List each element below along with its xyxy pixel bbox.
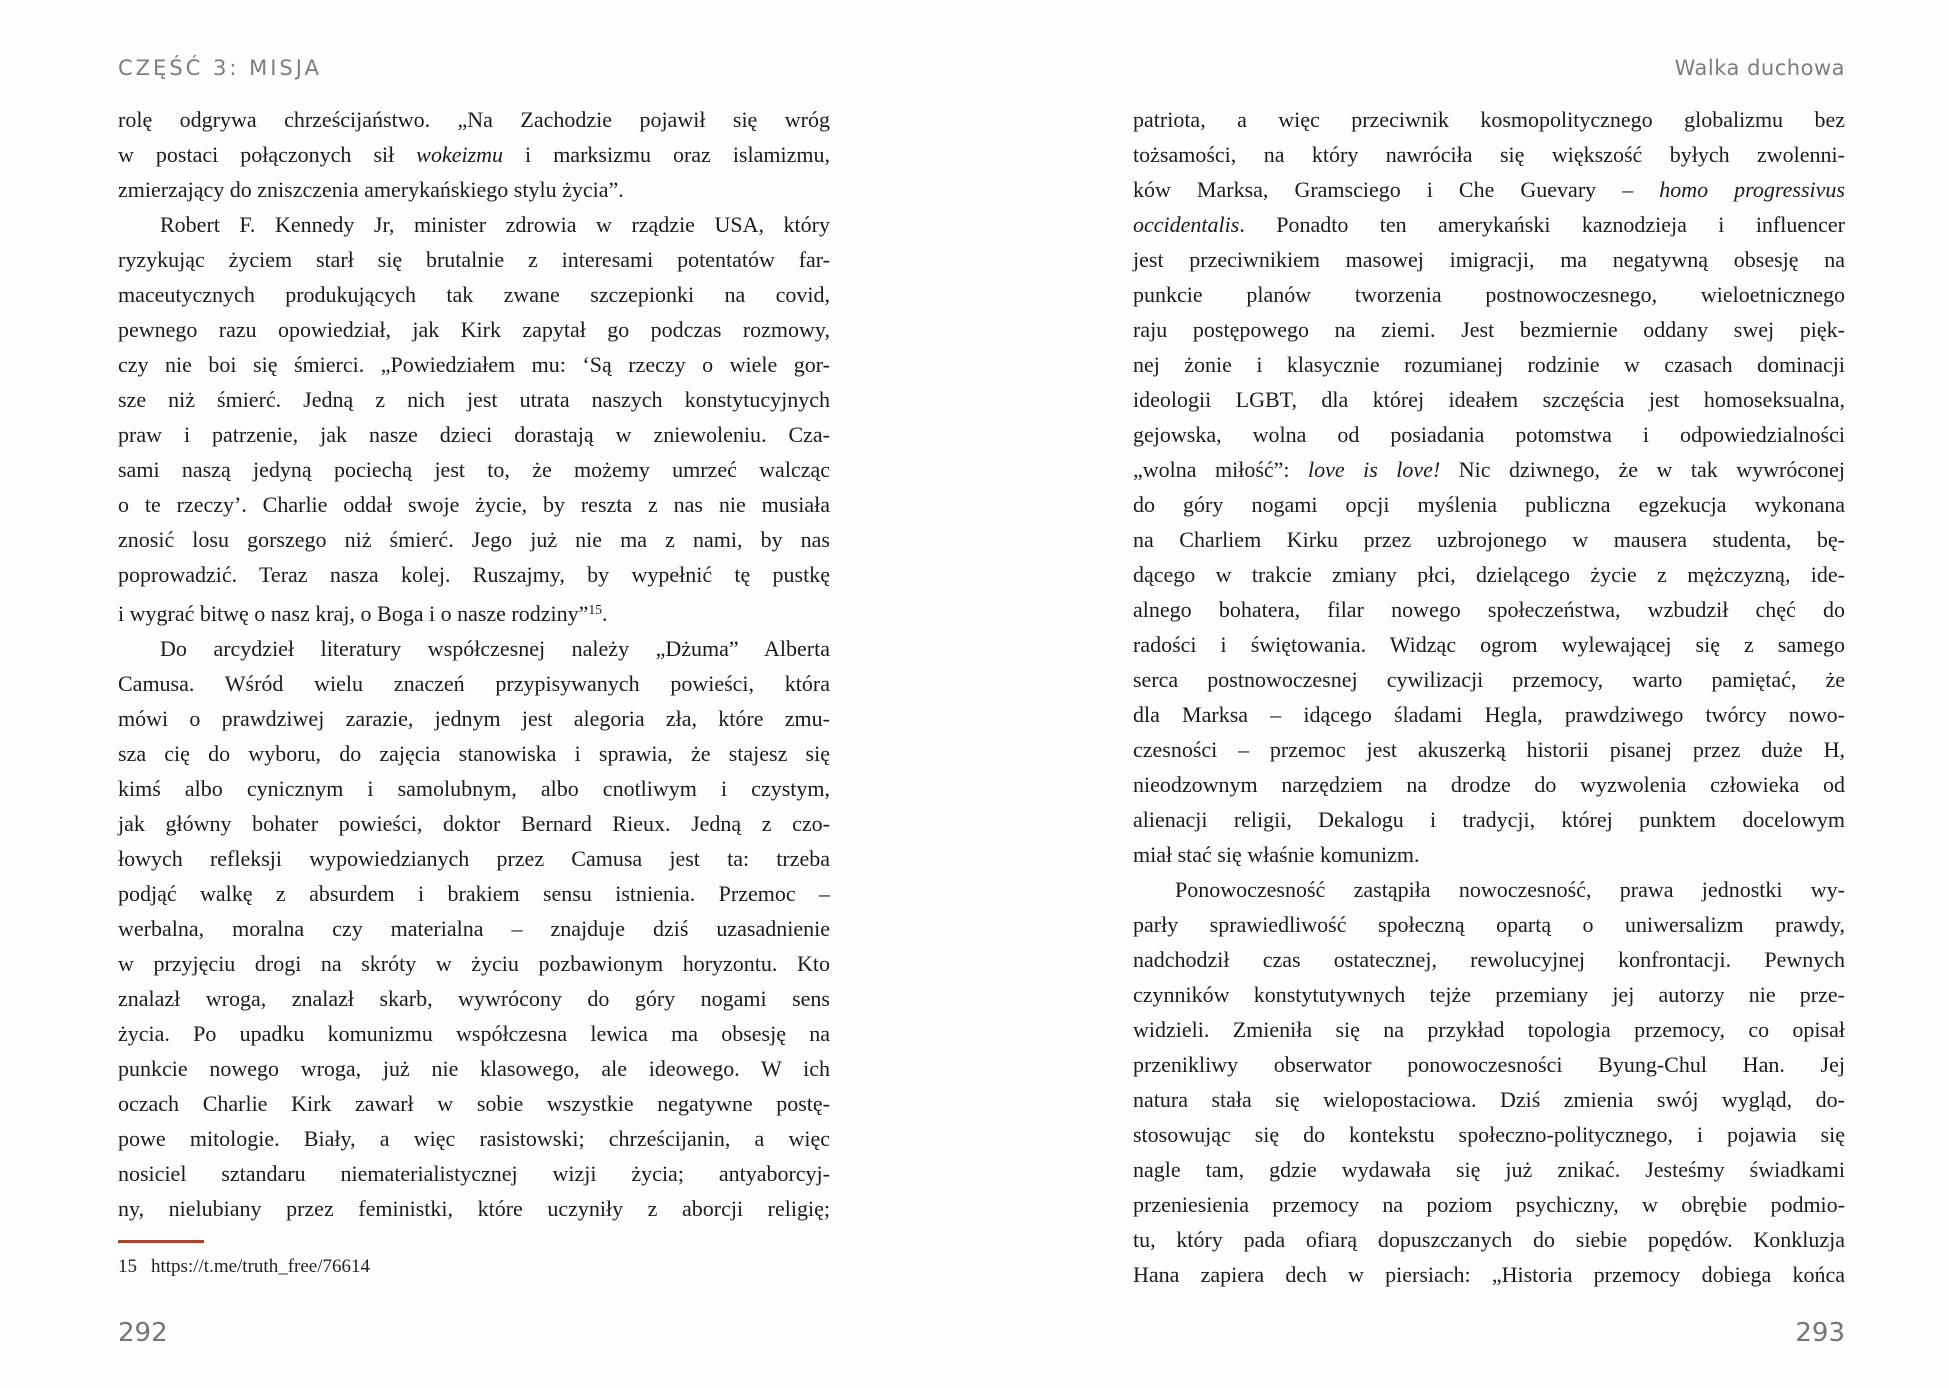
text-line: maceutycznych produkujących tak zwane szczepionki na covid, (118, 282, 830, 307)
text-line: werbalna, moralna czy materialna – znajduje dziś uzasadnienie (118, 915, 830, 941)
text-segment: occidentalis (1133, 212, 1240, 237)
text-line: sami naszą jedyną pociechą jest to, że możemy umrzeć walcząc (118, 457, 830, 482)
text-segment: „wolna miłość”: (1133, 457, 1309, 482)
text-line: miał stać się właśnie komunizm. (1133, 842, 1420, 867)
text-line: Robert F. Kennedy Jr, minister zdrowia w rządzie USA, który (160, 212, 830, 237)
footnote-rule (118, 1240, 204, 1243)
text-line: radości i świętowania. Widząc ogrom wylewającej się z samego (1133, 632, 1845, 657)
text-segment: homo progressivus (1659, 177, 1845, 202)
text-line: na Charliem Kirku przez uzbrojonego w mausera studenta, bę- (1133, 527, 1845, 552)
text-line: nagle tam, gdzie wydawała się już znikać. Jesteśmy świadkami (1133, 1157, 1845, 1182)
text-line: o te rzeczy’. Charlie oddał swoje życie, by reszta z nas nie musiała (118, 492, 830, 517)
text-line: czynników konstytutywnych tejże przemiany jej autorzy nie prze- (1133, 982, 1845, 1007)
text-line: znalazł wroga, znalazł skarb, wywrócony do góry nogami sens (118, 985, 830, 1011)
text-line: Hana zapiera dech w piersiach: „Historia przemocy dobiega końca (1133, 1262, 1845, 1287)
text-line: ideologii LGBT, dla której ideałem szczęścia jest homoseksualna, (1133, 387, 1845, 412)
text-line: rolę odgrywa chrześcijaństwo. „Na Zachodzie pojawił się wróg (118, 107, 830, 132)
text-line: oczach Charlie Kirk zawarł w sobie wszystkie negatywne postę- (118, 1090, 830, 1116)
running-header-left: CZĘŚĆ 3: MISJA (118, 56, 322, 80)
text-segment: wokeizmu (416, 142, 504, 167)
text-line: tu, który pada ofiarą dopuszczanych do siebie popędów. Konkluzja (1133, 1227, 1845, 1252)
text-line: ryzykując życiem starł się brutalnie z interesami potentatów far- (118, 247, 830, 272)
page-number-left: 292 (118, 1318, 168, 1348)
footnote-number: 15 (118, 1256, 137, 1277)
text-segment: ków Marksa, Gramsciego i Che Guevary – (1133, 177, 1660, 202)
text-line: poprowadzić. Teraz nasza kolej. Ruszajmy, by wypełnić tę pustkę (118, 562, 830, 587)
page-number-right: 293 (1795, 1318, 1845, 1348)
text-segment: . (602, 600, 608, 626)
text-line: nieodzownym narzędziem na drodze do wyzwolenia człowieka od (1133, 772, 1845, 797)
text-line: widzieli. Zmieniła się na przykład topologia przemocy, co opisał (1133, 1017, 1845, 1042)
text-line: kimś albo cynicznym i samolubnym, albo cnotliwym i czystym, (118, 775, 830, 801)
text-line: powe mitologie. Biały, a więc rasistowski; chrześcijanin, a więc (118, 1125, 830, 1151)
text-line: sze niż śmierć. Jedną z nich jest utrata naszych konstytucyjnych (118, 387, 830, 412)
text-segment: i marksizmu oraz islamizmu, (503, 142, 830, 167)
text-line: Ponowoczesność zastąpiła nowoczesność, prawa jednostki wy- (1175, 877, 1845, 902)
text-line: dącego w trakcie zmiany płci, dzielącego życie z mężczyzną, ide- (1133, 562, 1845, 587)
text-segment: . Ponadto ten amerykański kaznodzieja i influencer (1239, 212, 1845, 237)
text-line: raju postępowego na ziemi. Jest bezmiernie oddany swej pięk- (1133, 317, 1845, 342)
text-line: życia. Po upadku komunizmu współczesna lewica ma obsesję na (118, 1020, 830, 1046)
text-line: patriota, a więc przeciwnik kosmopolitycznego globalizmu bez (1133, 107, 1845, 132)
text-line: do góry nogami opcji myślenia publiczna egzekucja wykonana (1133, 492, 1845, 517)
text-line: zmierzający do zniszczenia amerykańskiego stylu życia”. (118, 177, 624, 202)
text-line: przeniesienia przemocy na poziom psychiczny, w obrębie podmio- (1133, 1192, 1845, 1217)
footnote-ref: 15 (588, 602, 603, 617)
text-segment: love is love! (1308, 457, 1441, 482)
text-line: Do arcydzieł literatury współczesnej należy „Dżuma” Alberta (160, 635, 830, 661)
page-right (1133, 0, 1845, 1388)
text-line: przenikliwy obserwator ponowoczesności Byung-Chul Han. Jej (1133, 1052, 1845, 1077)
text-line: podjąć walkę z absurdem i brakiem sensu istnienia. Przemoc – (118, 880, 830, 906)
text-line: znosić losu gorszego niż śmierć. Jego już nie ma z nami, by nas (118, 527, 830, 552)
text-line: nej żonie i klasycznie rozumianej rodzinie w czasach dominacji (1133, 352, 1845, 377)
footnote (118, 1256, 830, 1278)
text-line: jest przeciwnikiem masowej imigracji, ma negatywną obsesję na (1133, 247, 1845, 272)
text-line: gejowska, wolna od posiadania potomstwa i odpowiedzialności (1133, 422, 1845, 447)
text-line: punkcie planów tworzenia postnowoczesnego, wieloetnicznego (1133, 282, 1845, 307)
text-line: Camusa. Wśród wielu znaczeń przypisywanych powieści, która (118, 670, 830, 696)
text-line: pewnego razu opowiedział, jak Kirk zapytał go podczas rozmowy, (118, 317, 830, 342)
text-line: ny, nielubiany przez feministki, które uczyniły z aborcji religię; (118, 1195, 830, 1221)
text-line: tożsamości, na który nawróciła się większość byłych zwolenni- (1133, 142, 1845, 167)
text-line: czy nie boi się śmierci. „Powiedziałem mu: ‘Są rzeczy o wiele gor- (118, 352, 830, 377)
text-line: nosiciel sztandaru niematerialistycznej wizji życia; antyaborcyj- (118, 1160, 830, 1186)
text-line: dla Marksa – idącego śladami Hegla, prawdziwego twórcy nowo- (1133, 702, 1845, 727)
text-line (1133, 207, 1845, 242)
text-line: alnego bohatera, filar nowego społeczeństwa, wzbudził chęć do (1133, 597, 1845, 622)
text-line (118, 137, 830, 172)
text-line (118, 592, 830, 631)
text-line: serca postnowoczesnej cywilizacji przemocy, warto pamiętać, że (1133, 667, 1845, 692)
running-header-right: Walka duchowa (1674, 56, 1845, 80)
page-body-right (1133, 102, 1845, 1292)
text-line (1133, 452, 1845, 487)
text-line: natura stała się wielopostaciowa. Dziś zmienia swój wygląd, do- (1133, 1087, 1845, 1112)
text-line: alienacji religii, Dekalogu i tradycji, której punktem docelowym (1133, 807, 1845, 832)
text-line: nadchodził czas ostatecznej, rewolucyjnej konfrontacji. Pewnych (1133, 947, 1845, 972)
text-line: w przyjęciu drogi na skróty w życiu pozbawionym horyzontu. Kto (118, 950, 830, 976)
text-line: czesności – przemoc jest akuszerką historii pisanej przez duże H, (1133, 737, 1845, 762)
text-line: punkcie nowego wroga, już nie klasowego, ale ideowego. W ich (118, 1055, 830, 1081)
text-line: sza cię do wyboru, do zajęcia stanowiska i sprawia, że stajesz się (118, 740, 830, 766)
page-left (118, 0, 830, 1388)
text-line: mówi o prawdziwej zarazie, jednym jest alegoria zła, które zmu- (118, 705, 830, 731)
text-segment: i wygrać bitwę o nasz kraj, o Boga i o nasze rodziny” (118, 600, 589, 626)
text-line: praw i patrzenie, jak nasze dzieci dorastają w zniewoleniu. Cza- (118, 422, 830, 447)
text-line: stosowując się do kontekstu społeczno-politycznego, i pojawia się (1133, 1122, 1845, 1147)
text-line: parły sprawiedliwość społeczną opartą o uniwersalizm prawdy, (1133, 912, 1845, 937)
text-segment: w postaci połączonych sił (118, 142, 417, 167)
page-body-left (118, 102, 830, 1226)
text-line (1133, 172, 1845, 207)
text-segment: Nic dziwnego, że w tak wywróconej (1440, 457, 1845, 482)
text-line: łowych refleksji wypowiedzianych przez Camusa jest ta: trzeba (118, 845, 830, 871)
text-line: jak główny bohater powieści, doktor Bernard Rieux. Jedną z czo- (118, 810, 830, 836)
footnote-url: https://t.me/truth_free/76614 (151, 1256, 370, 1277)
footnote-block (118, 1240, 830, 1278)
